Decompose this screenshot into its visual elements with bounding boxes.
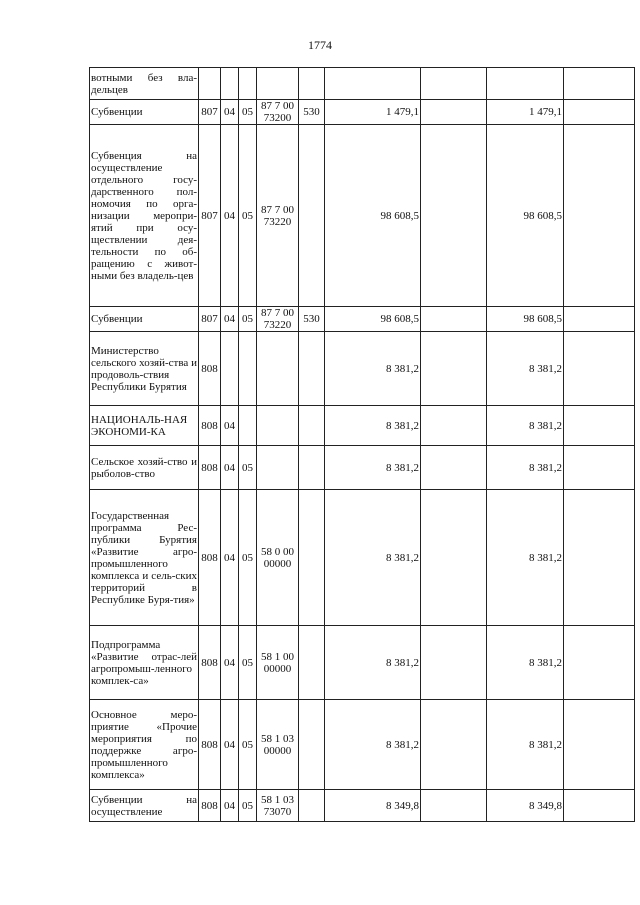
row-ved-cell: 808: [199, 446, 221, 490]
table-row: [90, 100, 635, 125]
row-empty-cell: [564, 406, 635, 446]
row-empty-cell: [421, 332, 487, 406]
row-expense-type-cell: [299, 446, 325, 490]
row-sum-cell: 8 381,2: [487, 332, 564, 406]
row-expense-type-cell: [299, 790, 325, 822]
row-name-text: Государственная программа Рес-публики Бурятия «Развитие агро-промышленного комплекса и сель-ских территорий в Республике Буря-тия»: [91, 509, 197, 606]
row-sum-cell: [325, 68, 421, 100]
row-expense-type-cell: 530: [299, 100, 325, 125]
row-expense-type-cell: [299, 406, 325, 446]
row-sum-cell: 1 479,1: [487, 100, 564, 125]
row-empty-cell: [564, 446, 635, 490]
table-row: [90, 307, 635, 332]
row-expense-type-cell: [299, 332, 325, 406]
row-sum-cell: 98 608,5: [325, 125, 421, 307]
row-empty-cell: [564, 100, 635, 125]
row-name-text: Сельское хозяй-ство и рыболов-ство: [91, 455, 197, 480]
row-expense-type-cell: [299, 490, 325, 626]
row-section-cell: [221, 68, 239, 100]
table-row: [90, 446, 635, 490]
row-name-text: Субвенции: [91, 313, 143, 325]
row-section-cell: [221, 332, 239, 406]
row-section-cell: 04: [221, 406, 239, 446]
row-subsection-cell: 05: [239, 446, 257, 490]
row-expense-type-cell: [299, 626, 325, 700]
row-name-cell: [90, 790, 199, 822]
row-empty-cell: [564, 307, 635, 332]
row-ved-cell: 808: [199, 700, 221, 790]
row-name-cell: [90, 406, 199, 446]
row-empty-cell: [564, 125, 635, 307]
row-empty-cell: [564, 700, 635, 790]
row-sum-cell: [487, 68, 564, 100]
row-sum-cell: 8 381,2: [487, 626, 564, 700]
row-subsection-cell: 05: [239, 790, 257, 822]
row-subsection-cell: 05: [239, 700, 257, 790]
row-section-cell: 04: [221, 125, 239, 307]
row-sum-cell: 8 381,2: [325, 446, 421, 490]
row-ved-cell: 808: [199, 790, 221, 822]
row-section-cell: 04: [221, 490, 239, 626]
row-name-cell: [90, 100, 199, 125]
row-name-cell: [90, 125, 199, 307]
row-target-article-cell: 58 1 03 00000: [257, 700, 299, 790]
row-ved-cell: 808: [199, 332, 221, 406]
row-name-cell: [90, 307, 199, 332]
row-sum-cell: 8 381,2: [325, 406, 421, 446]
row-sum-cell: 8 381,2: [487, 446, 564, 490]
budget-table-body: [90, 68, 635, 822]
row-ved-cell: 807: [199, 125, 221, 307]
row-target-article-cell: [257, 446, 299, 490]
row-sum-cell: 8 381,2: [325, 332, 421, 406]
table-row: [90, 700, 635, 790]
row-expense-type-cell: [299, 68, 325, 100]
page-number: 1774: [308, 38, 332, 52]
row-empty-cell: [421, 790, 487, 822]
row-target-article-cell: 87 7 00 73220: [257, 125, 299, 307]
row-section-cell: 04: [221, 307, 239, 332]
row-expense-type-cell: [299, 700, 325, 790]
row-name-text: вотными без вла-дельцев: [91, 71, 197, 96]
row-ved-cell: 807: [199, 100, 221, 125]
row-target-article-cell: [257, 68, 299, 100]
row-section-cell: 04: [221, 446, 239, 490]
row-empty-cell: [421, 307, 487, 332]
row-ved-cell: 808: [199, 406, 221, 446]
row-section-cell: 04: [221, 790, 239, 822]
row-empty-cell: [564, 68, 635, 100]
row-name-text: Подпрограмма «Развитие отрас-лей агропромыш-ленного комплек-са»: [91, 638, 197, 687]
row-subsection-cell: [239, 68, 257, 100]
row-empty-cell: [421, 68, 487, 100]
table-row: [90, 626, 635, 700]
row-target-article-cell: 58 1 00 00000: [257, 626, 299, 700]
row-name-text: НАЦИОНАЛЬ-НАЯ ЭКОНОМИ-КА: [91, 413, 188, 438]
row-sum-cell: 8 381,2: [325, 700, 421, 790]
row-section-cell: 04: [221, 100, 239, 125]
row-target-article-cell: 87 7 00 73200: [257, 100, 299, 125]
row-name-text: Министерство сельского хозяй-ства и продоволь-ствия Республики Бурятия: [91, 344, 197, 393]
row-empty-cell: [421, 626, 487, 700]
budget-table: [89, 67, 635, 822]
table-row: [90, 406, 635, 446]
row-subsection-cell: [239, 406, 257, 446]
row-empty-cell: [564, 790, 635, 822]
table-row: [90, 490, 635, 626]
row-expense-type-cell: [299, 125, 325, 307]
row-empty-cell: [421, 406, 487, 446]
row-name-text: Субвенции на осуществление: [91, 793, 197, 818]
row-sum-cell: 8 381,2: [487, 406, 564, 446]
row-section-cell: 04: [221, 700, 239, 790]
row-expense-type-cell: 530: [299, 307, 325, 332]
row-sum-cell: 8 381,2: [487, 490, 564, 626]
row-name-cell: [90, 700, 199, 790]
row-target-article-cell: 87 7 00 73220: [257, 307, 299, 332]
row-ved-cell: 808: [199, 626, 221, 700]
row-sum-cell: 98 608,5: [487, 307, 564, 332]
row-name-cell: [90, 446, 199, 490]
row-sum-cell: 1 479,1: [325, 100, 421, 125]
row-ved-cell: 808: [199, 490, 221, 626]
row-name-text: Субвенция на осуществление отдельного госу-дарственного пол-номочия по орга-низации меропри-ятий при осу-ществлении дея-тельности по об-ращению с живот-ными без владель-цев: [91, 149, 197, 282]
row-empty-cell: [421, 700, 487, 790]
row-empty-cell: [564, 490, 635, 626]
row-target-article-cell: [257, 332, 299, 406]
row-empty-cell: [564, 626, 635, 700]
row-subsection-cell: 05: [239, 100, 257, 125]
row-ved-cell: 807: [199, 307, 221, 332]
row-empty-cell: [421, 125, 487, 307]
row-empty-cell: [421, 490, 487, 626]
row-sum-cell: 8 381,2: [325, 626, 421, 700]
row-target-article-cell: 58 0 00 00000: [257, 490, 299, 626]
row-subsection-cell: 05: [239, 307, 257, 332]
row-sum-cell: 98 608,5: [487, 125, 564, 307]
row-subsection-cell: 05: [239, 125, 257, 307]
row-ved-cell: [199, 68, 221, 100]
table-row: [90, 68, 635, 100]
row-name-text: Основное меро-приятие «Прочие мероприятия по поддержке агро-промышленного комплекса»: [91, 708, 197, 781]
row-name-cell: [90, 68, 199, 100]
row-name-cell: [90, 490, 199, 626]
row-empty-cell: [421, 100, 487, 125]
table-row: [90, 332, 635, 406]
row-subsection-cell: 05: [239, 626, 257, 700]
row-target-article-cell: 58 1 03 73070: [257, 790, 299, 822]
row-sum-cell: 98 608,5: [325, 307, 421, 332]
row-name-text: Субвенции: [91, 106, 143, 118]
row-sum-cell: 8 349,8: [487, 790, 564, 822]
row-name-cell: [90, 626, 199, 700]
row-sum-cell: 8 381,2: [487, 700, 564, 790]
row-empty-cell: [564, 332, 635, 406]
row-sum-cell: 8 381,2: [325, 490, 421, 626]
table-row: [90, 125, 635, 307]
row-sum-cell: 8 349,8: [325, 790, 421, 822]
row-section-cell: 04: [221, 626, 239, 700]
row-subsection-cell: 05: [239, 490, 257, 626]
table-row: [90, 790, 635, 822]
row-subsection-cell: [239, 332, 257, 406]
row-name-cell: [90, 332, 199, 406]
row-empty-cell: [421, 446, 487, 490]
row-target-article-cell: [257, 406, 299, 446]
